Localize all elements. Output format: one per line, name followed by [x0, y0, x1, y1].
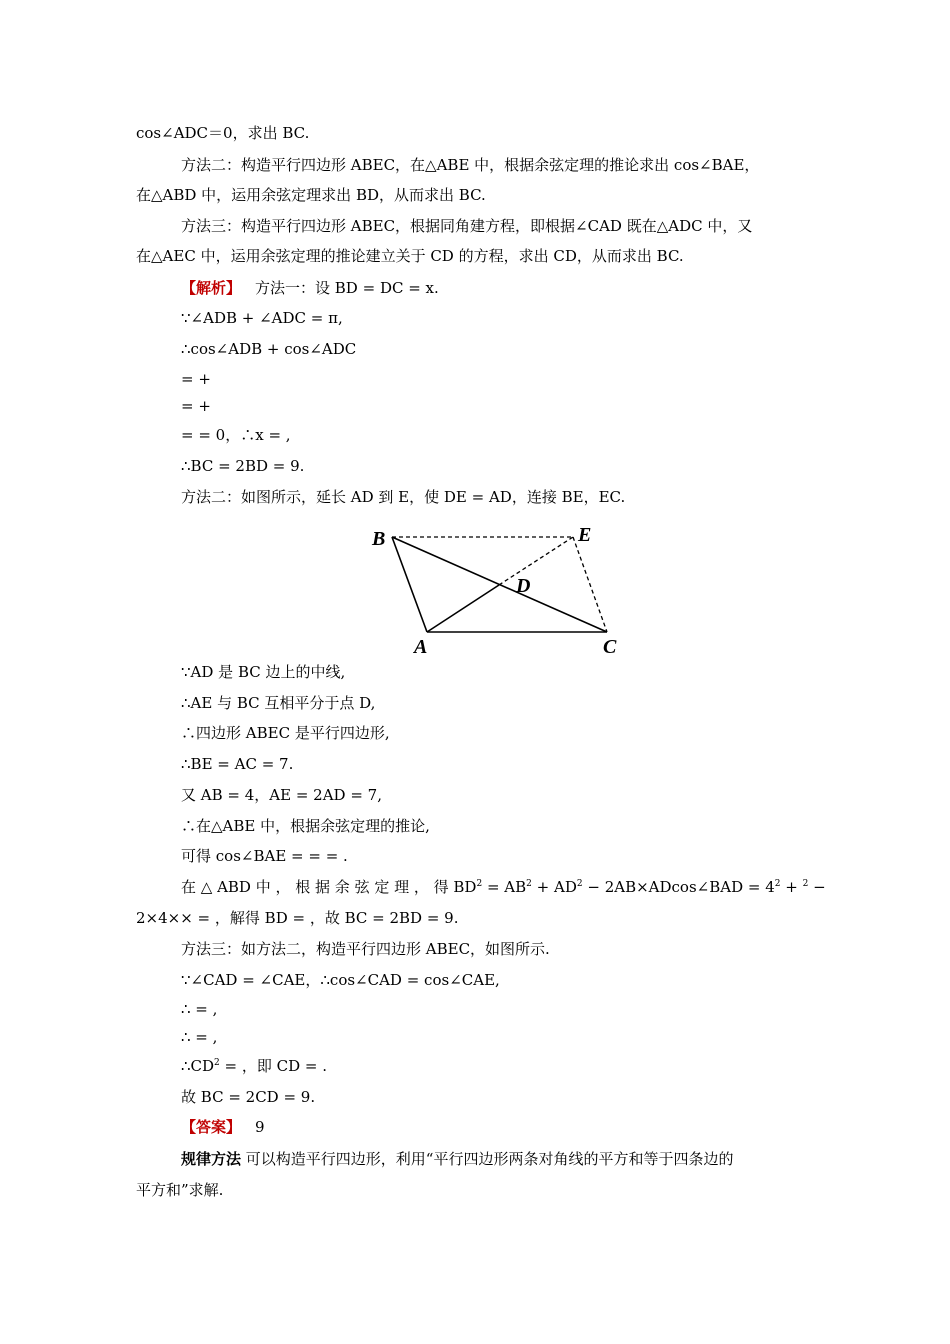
text-line: ∴cos∠ADB + cos∠ADC [181, 340, 357, 358]
method-line: 规律方法 可以构造平行四边形，利用“平行四边形两条对角线的平方和等于四条边的 [181, 1150, 734, 1168]
label-d: D [516, 575, 531, 597]
text-line: 又 AB = 4，AE = 2AD = 7, [181, 786, 382, 804]
text-line: ∴在△ABE 中，根据余弦定理的推论, [181, 817, 430, 835]
text-line: ∴四边形 ABEC 是平行四边形, [181, 724, 390, 742]
answer-value: 9 [255, 1118, 265, 1136]
text-line: 在△ABD 中，运用余弦定理求出 BD，从而求出 BC. [136, 186, 486, 204]
analysis-line: 【解析】 方法一：设 BD = DC = x. [181, 279, 439, 297]
text-line: 方法三：构造平行四边形 ABEC，根据同角建方程，即根据∠CAD 既在△ADC 中，又 [181, 217, 753, 235]
text-line: cos∠ADC＝0，求出 BC. [136, 124, 310, 142]
text-line: ∴ = , [181, 1000, 218, 1018]
text-line: 可得 cos∠BAE = = = . [181, 847, 348, 865]
text-line: $\therefore CD^2$ = ，即 CD = . [181, 1057, 328, 1075]
text-line: = = 0，∴x = , [181, 426, 291, 444]
text-line: ∴AE 与 BC 互相平分于点 D, [181, 694, 376, 712]
text-line: 方法二：如图所示，延长 AD 到 E，使 DE = AD，连接 BE，EC. [181, 488, 626, 506]
label-c: C [603, 636, 617, 658]
text-line: 2×4×× = ，解得 BD = ，故 BC = 2BD = 9. [136, 909, 459, 927]
answer-line [181, 1117, 950, 1137]
text-line: ∴BE = AC = 7. [181, 755, 294, 773]
edge-ec-dashed [573, 537, 607, 632]
analysis-tag: 【解析】 [181, 279, 242, 297]
answer-tag: 【答案】 [181, 1118, 242, 1136]
method-label: 规律方法 [181, 1150, 242, 1168]
text-line: 故 BC = 2CD = 9. [181, 1088, 316, 1106]
text-line: = + [181, 397, 211, 415]
text-line: 方法二：构造平行四边形 ABEC，在△ABE 中，根据余弦定理的推论求出 cos∠BAE， [181, 156, 760, 174]
segment-ad [427, 585, 499, 632]
text-line: ∵∠ADB + ∠ADC = π, [181, 309, 343, 327]
label-b: B [372, 528, 386, 550]
segment-de-dashed [499, 537, 573, 585]
text-line: ∵AD 是 BC 边上的中线, [181, 663, 346, 681]
text-line: ∴BC = 2BD = 9. [181, 457, 305, 475]
text-line: 在△AEC 中，运用余弦定理的推论建立关于 CD 的方程，求出 CD，从而求出 BC. [136, 247, 684, 265]
edge-ba [392, 537, 427, 632]
text-line: ∵∠CAD = ∠CAE，∴cos∠CAD = cos∠CAE, [181, 971, 500, 989]
text-line: ∴ = , [181, 1028, 218, 1046]
label-e: E [578, 524, 592, 546]
text-line: 平方和”求解. [136, 1181, 224, 1199]
label-a: A [414, 636, 428, 658]
text-line: 方法三：如方法二，构造平行四边形 ABEC，如图所示. [181, 940, 550, 958]
text-line: = + [181, 370, 211, 388]
text-line: 在 △ ABD 中 ， 根 据 余 弦 定 理 ， 得 $BD^2 = AB^2 + AD^2$ − 2AB×ADcos∠BAD = $4^2 + ^2$ − [181, 878, 826, 896]
